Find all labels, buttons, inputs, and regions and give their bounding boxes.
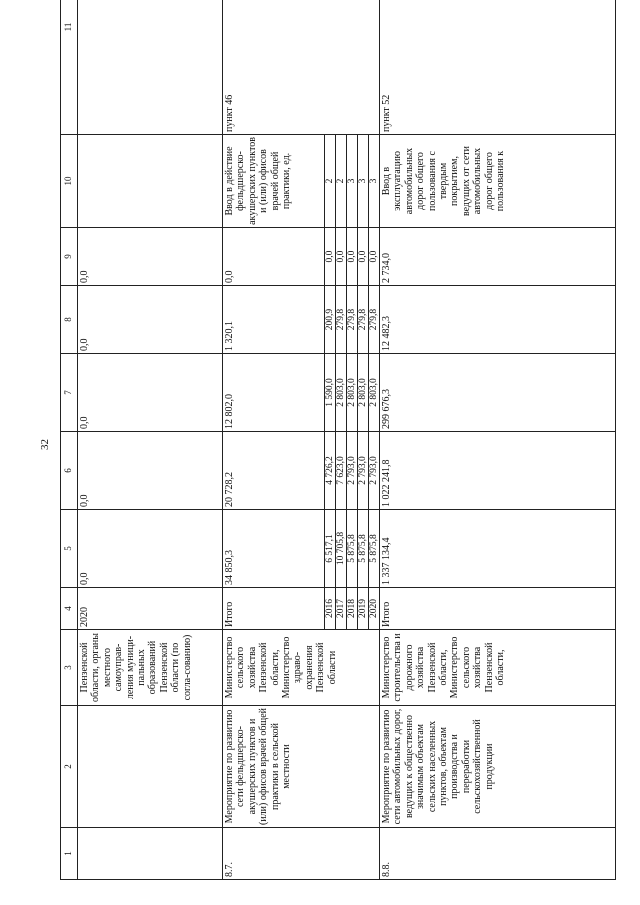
value-cell: 0,0 — [336, 228, 347, 286]
executor-cell: Министерство строительства и дорожного хозяйства Пензенской области, Министерство сельского хозяйства Пензенской области, — [380, 630, 616, 706]
executor-cell: Пензенской области, органы местного самоуправ-ления муници-пальных образований Пензенской области (по согла-сованию) — [78, 630, 223, 706]
value-cell: 279,8 — [369, 286, 380, 354]
value-cell: 2 803,0 — [336, 354, 347, 432]
value-cell: 2 793,0 — [369, 432, 380, 510]
value-cell: 20 728,2 — [223, 432, 325, 510]
value-cell: 5 875,8 — [358, 510, 369, 588]
year-cell: 2020 — [369, 588, 380, 630]
value-cell: 6 517,1 — [325, 510, 336, 588]
value-cell: 0,0 — [358, 228, 369, 286]
year-cell: 2017 — [336, 588, 347, 630]
value-cell: 1 022 241,8 — [380, 432, 616, 510]
value-cell: 2 803,0 — [347, 354, 358, 432]
rotated-page — [60, 20, 616, 880]
value-cell: 279,8 — [347, 286, 358, 354]
table-row-8-8-total — [380, 0, 616, 880]
reference-cell: пункт 52 — [380, 0, 616, 135]
total-label: Итого — [223, 588, 325, 630]
header-cell: 1 — [61, 828, 78, 880]
year-cell: 2016 — [325, 588, 336, 630]
value-cell: 2 793,0 — [358, 432, 369, 510]
header-cell: 3 — [61, 630, 78, 706]
table-row-prev — [78, 0, 223, 880]
value-cell: 0,0 — [78, 432, 223, 510]
value-cell: 0,0 — [223, 228, 325, 286]
year-cell: 2020 — [78, 588, 223, 630]
item-name: Мероприятие по развитию сети автомобильных дорог, ведущих к общественно значимым объектам сельских населенных пунктов, объектам производства и переработки сельскохозяйственной продукции — [380, 706, 616, 828]
value-cell: 3 — [369, 135, 380, 228]
value-cell: 12 802,0 — [223, 354, 325, 432]
header-cell: 8 — [61, 286, 78, 354]
value-cell: 279,8 — [336, 286, 347, 354]
header-cell: 10 — [61, 135, 78, 228]
table-row-8-7-total — [223, 0, 325, 880]
value-cell: 0,0 — [369, 228, 380, 286]
header-cell: 6 — [61, 432, 78, 510]
value-cell: 0,0 — [78, 354, 223, 432]
header-cell: 5 — [61, 510, 78, 588]
value-cell: 1 337 134,4 — [380, 510, 616, 588]
value-cell: 0,0 — [78, 286, 223, 354]
value-cell: 5 875,8 — [347, 510, 358, 588]
header-cell: 2 — [61, 706, 78, 828]
value-cell: 10 705,8 — [336, 510, 347, 588]
value-cell: 200,9 — [325, 286, 336, 354]
cell-empty — [78, 706, 223, 828]
value-cell: 2 — [336, 135, 347, 228]
value-cell: 3 — [347, 135, 358, 228]
value-cell: 279,8 — [358, 286, 369, 354]
header-cell: 11 — [61, 0, 78, 135]
value-cell: 34 850,3 — [223, 510, 325, 588]
value-cell: 2 — [325, 135, 336, 228]
value-cell: 5 875,8 — [369, 510, 380, 588]
cell-empty — [78, 135, 223, 228]
value-cell: 2 803,0 — [358, 354, 369, 432]
value-cell: 0,0 — [347, 228, 358, 286]
indicator-cell: Ввод в эксплуатацию автомобильных дорог общего пользования с твердым покрытием, ведущих от сети автомобильных дорог общего пользования к — [380, 135, 616, 228]
year-cell: 2018 — [347, 588, 358, 630]
cell-empty — [78, 828, 223, 880]
value-cell: 1 590,0 — [325, 354, 336, 432]
total-label: Итого — [380, 588, 616, 630]
header-row — [61, 0, 78, 880]
value-cell: 7 623,0 — [336, 432, 347, 510]
executor-cell: Министерство сельского хозяйства Пензенской области, Министерство здраво-охранения Пензенской области — [223, 630, 380, 706]
value-cell: 0,0 — [78, 228, 223, 286]
indicator-cell: Ввод в действие фельдшерско-акушерских пунктов и (или) офисов врачей общей практики, ед. — [223, 135, 325, 228]
year-cell: 2019 — [358, 588, 369, 630]
header-cell: 9 — [61, 228, 78, 286]
value-cell: 2 734,0 — [380, 228, 616, 286]
item-name: Мероприятие по развитию сети фельдшерско-акушерских пунктов и (или) офисов врачей общей практики в сельской местности — [223, 706, 380, 828]
value-cell: 1 320,1 — [223, 286, 325, 354]
value-cell: 12 482,3 — [380, 286, 616, 354]
header-cell: 7 — [61, 354, 78, 432]
cell-empty — [78, 0, 223, 135]
page-number: 32 — [39, 439, 51, 450]
header-cell: 4 — [61, 588, 78, 630]
value-cell: 3 — [358, 135, 369, 228]
value-cell: 299 676,3 — [380, 354, 616, 432]
item-number: 8.7. — [223, 828, 380, 880]
value-cell: 4 726,2 — [325, 432, 336, 510]
value-cell: 0,0 — [78, 510, 223, 588]
value-cell: 2 803,0 — [369, 354, 380, 432]
value-cell: 0,0 — [325, 228, 336, 286]
item-number: 8.8. — [380, 828, 616, 880]
program-table — [60, 0, 616, 880]
reference-cell: пункт 46 — [223, 0, 380, 135]
value-cell: 2 793,0 — [347, 432, 358, 510]
